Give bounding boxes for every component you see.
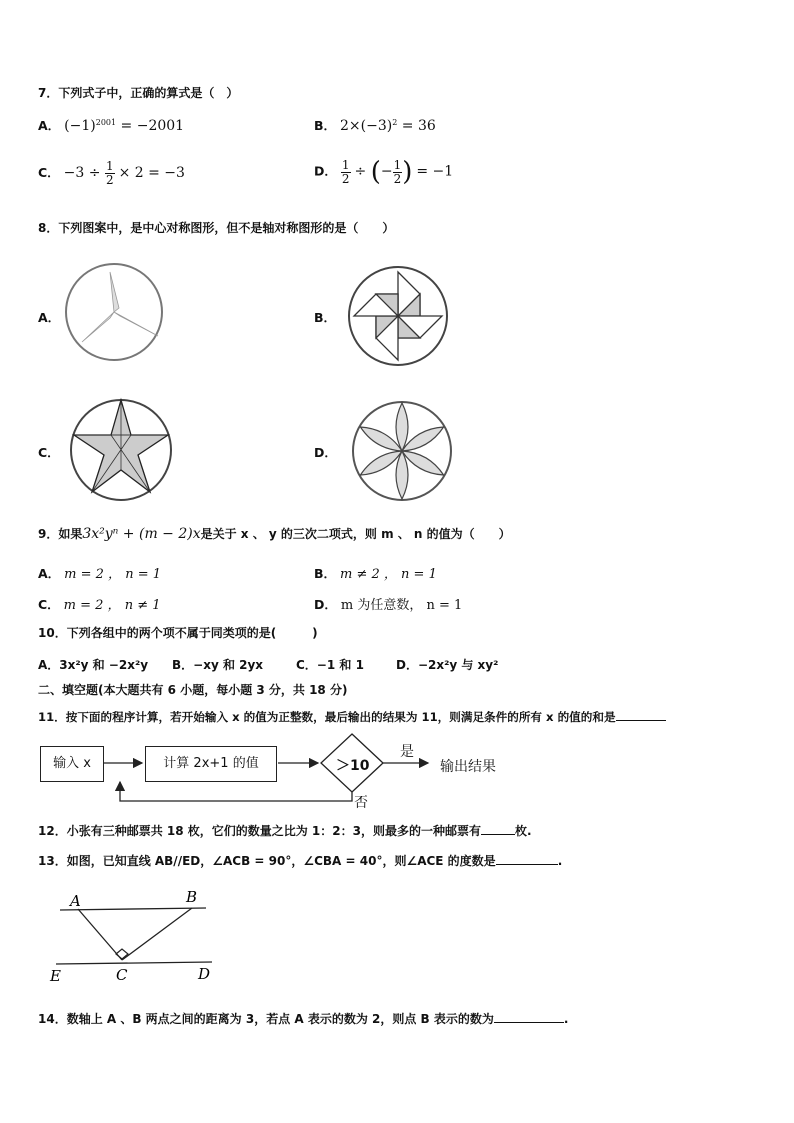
flow-output-label: 输出结果 bbox=[440, 759, 496, 775]
q7-c-rhs: × 2 = −3 bbox=[118, 165, 185, 181]
q9-b-text: m ≠ 2 ， n = 1 bbox=[340, 567, 437, 582]
q7-option-b[interactable] bbox=[314, 116, 436, 134]
q7-a-base: (−1) bbox=[64, 118, 96, 134]
flow-yes-label: 是 bbox=[400, 744, 414, 760]
q7-b-pre: 2×(−3) bbox=[340, 118, 393, 134]
label-d: D bbox=[198, 965, 211, 983]
q12-stem-text: 12．小张有三种邮票共 18 枚，它们的数量之比为 1：2：3，则最多的一种邮票有 bbox=[38, 824, 481, 838]
q8-figure-d-flower bbox=[350, 399, 454, 503]
right-paren: ) bbox=[402, 157, 413, 187]
q7-a-exp: 2001 bbox=[95, 117, 117, 127]
q7-d-div: ÷ bbox=[354, 163, 371, 180]
q7-option-d[interactable] bbox=[314, 157, 453, 187]
q9-a-text: m = 2 ， n = 1 bbox=[64, 567, 161, 582]
q13-stem-text: 13．如图，已知直线 AB//ED，∠ACB = 90°，∠CBA = 40°，则∠ACE 的度数是 bbox=[38, 854, 496, 868]
q8-stem: 8．下列图案中，是中心对称图形，但不是轴对称图形的是（ ） bbox=[38, 221, 395, 235]
q9-expression: 3x²yⁿ + (m − 2)x bbox=[82, 526, 201, 542]
option-letter: D． bbox=[314, 163, 337, 179]
q9-option-a[interactable] bbox=[38, 563, 161, 582]
q7-a-rhs: = −2001 bbox=[116, 118, 185, 134]
q8-figure-a-three-blade bbox=[62, 260, 166, 364]
answer-blank[interactable] bbox=[616, 708, 666, 721]
option-letter: D． bbox=[314, 597, 337, 612]
q12-stem bbox=[38, 822, 532, 839]
q8-figure-b-pinwheel bbox=[346, 264, 450, 368]
q7-c-fraction: $\frac{1}{2}$ bbox=[105, 159, 114, 187]
q8-option-c-letter[interactable]: C． bbox=[38, 445, 60, 460]
q9-d-text: m 为任意数， n = 1 bbox=[340, 598, 463, 613]
q7-stem: 7．下列式子中，正确的算式是（ ） bbox=[38, 86, 239, 100]
q12-suffix: 枚. bbox=[514, 824, 532, 838]
answer-blank[interactable] bbox=[494, 1010, 564, 1023]
q9-option-c[interactable] bbox=[38, 594, 161, 613]
label-b: B bbox=[186, 888, 198, 906]
q8-option-b-letter[interactable]: B． bbox=[314, 310, 337, 325]
flow-compute-box: 计算 2x+1 的值 bbox=[145, 746, 277, 782]
q13-geometry-figure bbox=[46, 888, 222, 984]
flow-condition-label: ＞10 bbox=[336, 758, 370, 774]
q14-suffix: . bbox=[563, 1012, 569, 1026]
q8-option-a-letter[interactable]: A． bbox=[38, 310, 61, 325]
q10-option-d[interactable]: D．−2x²y 与 xy² bbox=[396, 658, 499, 672]
label-a: A bbox=[70, 892, 81, 910]
option-letter: A． bbox=[38, 118, 61, 133]
q8-figure-c-star bbox=[68, 397, 174, 503]
q7-option-c[interactable] bbox=[38, 160, 185, 187]
q9-stem bbox=[38, 525, 511, 542]
label-c: C bbox=[116, 966, 128, 984]
option-letter: C． bbox=[38, 597, 60, 612]
q7-d-sign: − bbox=[380, 163, 393, 180]
left-paren: ( bbox=[370, 157, 381, 187]
q7-d-fraction1: $\frac{1}{2}$ bbox=[341, 157, 350, 186]
q7-b-exp: 2 bbox=[392, 117, 398, 127]
flow-input-box: 输入 x bbox=[40, 746, 104, 782]
option-letter: A． bbox=[38, 566, 61, 581]
q9-c-text: m = 2 ， n ≠ 1 bbox=[63, 598, 161, 613]
answer-blank[interactable] bbox=[481, 822, 515, 835]
q11-stem-text: 11．按下面的程序计算，若开始输入 x 的值为正整数，最后输出的结果为 11，则满足条件的所有 x 的值的和是 bbox=[38, 710, 616, 724]
q10-option-a[interactable]: A．3x²y 和 −2x²y bbox=[38, 658, 149, 672]
option-letter: C． bbox=[38, 165, 60, 180]
q9-option-b[interactable] bbox=[314, 563, 437, 582]
option-letter: B． bbox=[314, 118, 337, 133]
q10-option-b[interactable]: B．−xy 和 2yx bbox=[172, 658, 264, 672]
q9-option-d[interactable] bbox=[314, 594, 462, 613]
q11-flowchart-connectors bbox=[0, 730, 794, 810]
option-letter: B． bbox=[314, 566, 337, 581]
q13-stem bbox=[38, 852, 562, 869]
flow-no-label: 否 bbox=[354, 795, 368, 811]
q7-c-pre: −3 ÷ bbox=[63, 165, 105, 181]
q9-stem-suffix: 是关于 x 、 y 的三次二项式，则 m 、 n 的值为（ ） bbox=[200, 527, 511, 541]
section-heading: 二、填空题(本大题共有 6 小题，每小题 3 分，共 18 分) bbox=[38, 683, 348, 697]
answer-blank[interactable] bbox=[496, 852, 558, 865]
q7-b-rhs: = 36 bbox=[397, 118, 436, 134]
q10-stem: 10．下列各组中的两个项不属于同类项的是( ) bbox=[38, 626, 318, 640]
q11-stem bbox=[38, 708, 666, 725]
q7-d-rhs: = −1 bbox=[416, 163, 454, 180]
q8-option-d-letter[interactable]: D． bbox=[314, 445, 337, 460]
q14-stem bbox=[38, 1010, 568, 1027]
q10-option-c[interactable]: C．−1 和 1 bbox=[296, 658, 364, 672]
q7-d-fraction2: $\frac{1}{2}$ bbox=[393, 157, 402, 186]
q7-option-a[interactable] bbox=[38, 116, 184, 134]
label-e: E bbox=[50, 967, 61, 984]
q9-stem-prefix: 9．如果 bbox=[38, 527, 83, 541]
q14-stem-text: 14．数轴上 A 、B 两点之间的距离为 3，若点 A 表示的数为 2，则点 B 表示的数为 bbox=[38, 1012, 494, 1026]
q13-suffix: . bbox=[557, 854, 563, 868]
